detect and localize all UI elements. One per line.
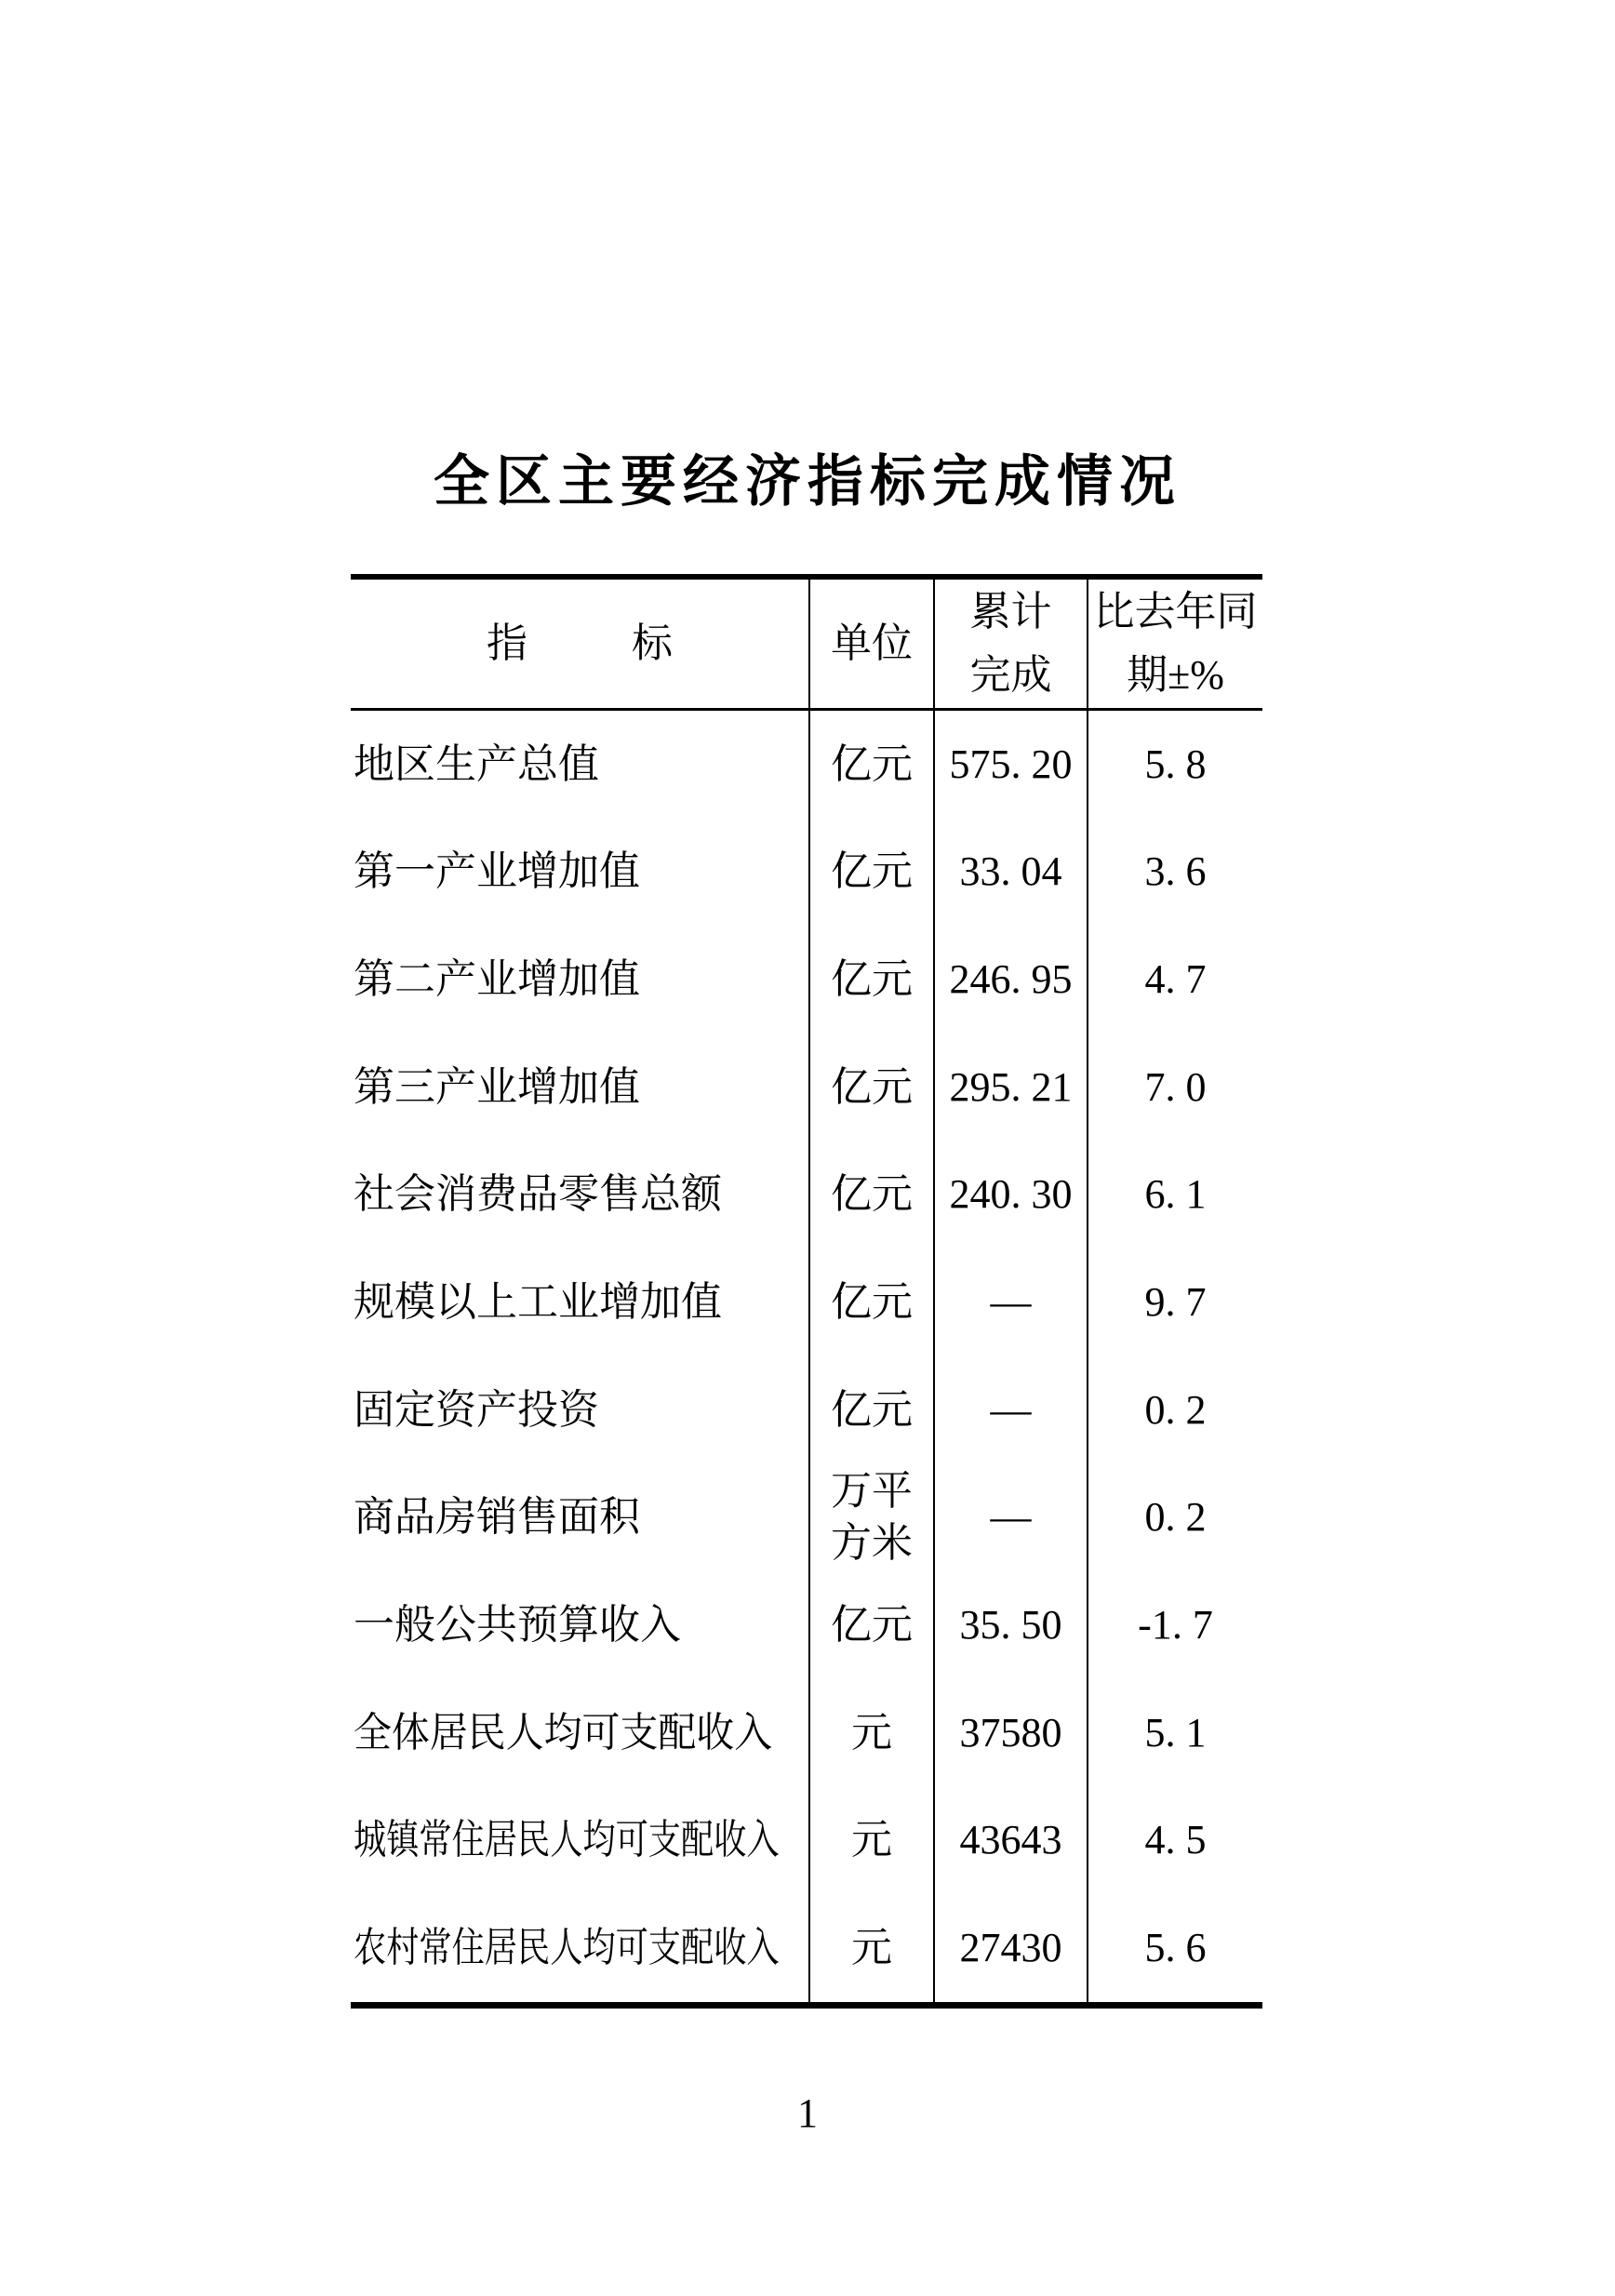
unit-cell bbox=[810, 926, 935, 1034]
cumulative-value: 295. 21 bbox=[949, 1063, 1073, 1110]
yoy-value: 0. 2 bbox=[1144, 1494, 1207, 1541]
page-title: 全区主要经济指标完成情况 bbox=[434, 449, 1181, 514]
unit-cell bbox=[810, 819, 935, 927]
unit-label: 亿元 bbox=[831, 1279, 913, 1326]
indicator-cell bbox=[351, 1034, 810, 1141]
header-yoy-line1: 比去年同 bbox=[1093, 589, 1258, 634]
unit-cell bbox=[810, 1141, 935, 1249]
unit-cell bbox=[810, 1787, 935, 1895]
indicator-cell bbox=[351, 1787, 810, 1895]
cumulative-cell bbox=[935, 1679, 1088, 1787]
cumulative-value: 43643 bbox=[959, 1817, 1062, 1863]
unit-cell bbox=[810, 1679, 935, 1787]
indicator-label: 第一产业增加值 bbox=[354, 848, 640, 895]
yoy-value: 5. 1 bbox=[1144, 1709, 1207, 1755]
yoy-cell bbox=[1088, 1141, 1262, 1249]
indicator-label: 第二产业增加值 bbox=[354, 956, 640, 1003]
header-indicator-label-right: 标 bbox=[632, 621, 673, 666]
indicator-cell bbox=[351, 819, 810, 927]
yoy-cell bbox=[1088, 1248, 1262, 1356]
unit-label: 亿元 bbox=[831, 1171, 913, 1218]
indicator-cell bbox=[351, 711, 810, 819]
indicator-label: 一般公共预算收入 bbox=[354, 1602, 681, 1649]
table-row bbox=[351, 1034, 1262, 1141]
indicator-label: 城镇常住居民人均可支配收入 bbox=[354, 1817, 780, 1863]
header-unit-cell bbox=[810, 580, 935, 708]
indicator-cell bbox=[351, 1141, 810, 1249]
table-row bbox=[351, 1248, 1262, 1356]
yoy-cell bbox=[1088, 711, 1262, 819]
yoy-cell bbox=[1088, 1464, 1262, 1572]
table-row bbox=[351, 1679, 1262, 1787]
header-cumulative-line1: 累计 bbox=[969, 589, 1052, 634]
header-cumulative-line2: 完成 bbox=[969, 652, 1052, 698]
yoy-cell bbox=[1088, 926, 1262, 1034]
indicator-cell bbox=[351, 1571, 810, 1679]
unit-cell bbox=[810, 1464, 935, 1572]
unit-label: 元 bbox=[851, 1925, 892, 1971]
indicator-label: 固定资产投资 bbox=[354, 1386, 599, 1433]
indicator-cell bbox=[351, 1464, 810, 1572]
yoy-value: 4. 5 bbox=[1144, 1817, 1207, 1863]
indicator-cell bbox=[351, 1248, 810, 1356]
unit-cell bbox=[810, 1356, 935, 1464]
dash-placeholder: — bbox=[990, 1279, 1032, 1326]
cumulative-cell bbox=[935, 1248, 1088, 1356]
cumulative-cell bbox=[935, 1464, 1088, 1572]
cumulative-cell bbox=[935, 926, 1088, 1034]
unit-label: 亿元 bbox=[831, 1386, 913, 1433]
indicator-label: 全体居民人均可支配收入 bbox=[354, 1709, 773, 1755]
unit-cell bbox=[810, 1894, 935, 2002]
table-row bbox=[351, 1141, 1262, 1249]
cumulative-cell bbox=[935, 711, 1088, 819]
table-row bbox=[351, 1894, 1262, 2002]
unit-cell bbox=[810, 1034, 935, 1141]
header-unit-label: 单位 bbox=[831, 621, 913, 666]
yoy-value: 7. 0 bbox=[1144, 1063, 1207, 1110]
yoy-value: -1. 7 bbox=[1138, 1602, 1213, 1649]
table-row bbox=[351, 711, 1262, 819]
table-row bbox=[351, 1464, 1262, 1572]
cumulative-value: 27430 bbox=[959, 1925, 1062, 1971]
indicator-cell bbox=[351, 926, 810, 1034]
indicator-label: 地区生产总值 bbox=[354, 741, 599, 787]
unit-label-line2: 方米 bbox=[831, 1520, 913, 1567]
cumulative-cell bbox=[935, 1571, 1088, 1679]
cumulative-cell bbox=[935, 819, 1088, 927]
table-row bbox=[351, 819, 1262, 927]
yoy-cell bbox=[1088, 1571, 1262, 1679]
table-row bbox=[351, 1571, 1262, 1679]
yoy-cell bbox=[1088, 1679, 1262, 1787]
unit-label: 亿元 bbox=[831, 1602, 913, 1649]
yoy-cell bbox=[1088, 819, 1262, 927]
unit-cell bbox=[810, 1248, 935, 1356]
header-indicator-label-left: 指 bbox=[487, 621, 527, 666]
table-row bbox=[351, 926, 1262, 1034]
cumulative-value: 35. 50 bbox=[959, 1602, 1062, 1649]
header-yoy-cell bbox=[1088, 580, 1262, 708]
table-row bbox=[351, 1787, 1262, 1895]
unit-cell bbox=[810, 711, 935, 819]
header-indicator-cell bbox=[351, 580, 810, 708]
yoy-value: 3. 6 bbox=[1144, 848, 1207, 895]
indicator-cell bbox=[351, 1679, 810, 1787]
header-cumulative-cell bbox=[935, 580, 1088, 708]
cumulative-value: 575. 20 bbox=[949, 741, 1073, 787]
cumulative-value: 33. 04 bbox=[959, 848, 1062, 895]
cumulative-value: 240. 30 bbox=[949, 1171, 1073, 1218]
cumulative-cell bbox=[935, 1141, 1088, 1249]
indicator-cell bbox=[351, 1356, 810, 1464]
header-yoy-line2: 期±% bbox=[1127, 652, 1224, 698]
yoy-value: 5. 8 bbox=[1144, 741, 1207, 787]
yoy-cell bbox=[1088, 1356, 1262, 1464]
unit-label: 元 bbox=[851, 1709, 892, 1755]
indicator-label: 农村常住居民人均可支配收入 bbox=[354, 1925, 780, 1971]
economic-indicators-table bbox=[351, 574, 1262, 2009]
unit-label: 亿元 bbox=[831, 1063, 913, 1110]
table-row bbox=[351, 1356, 1262, 1464]
yoy-cell bbox=[1088, 1787, 1262, 1895]
unit-label-line1: 万平 bbox=[831, 1468, 913, 1515]
cumulative-cell bbox=[935, 1787, 1088, 1895]
indicator-label: 商品房销售面积 bbox=[354, 1494, 640, 1541]
unit-label: 元 bbox=[851, 1817, 892, 1863]
cumulative-value: 246. 95 bbox=[949, 956, 1073, 1003]
cumulative-cell bbox=[935, 1894, 1088, 2002]
page-number: 1 bbox=[797, 2090, 818, 2136]
yoy-value: 5. 6 bbox=[1144, 1925, 1207, 1971]
indicator-cell bbox=[351, 1894, 810, 2002]
unit-label: 亿元 bbox=[831, 848, 913, 895]
yoy-cell bbox=[1088, 1034, 1262, 1141]
unit-label: 亿元 bbox=[831, 741, 913, 787]
yoy-value: 4. 7 bbox=[1144, 956, 1207, 1003]
dash-placeholder: — bbox=[990, 1386, 1032, 1433]
dash-placeholder: — bbox=[990, 1494, 1032, 1541]
yoy-value: 0. 2 bbox=[1144, 1386, 1207, 1433]
unit-label: 亿元 bbox=[831, 956, 913, 1003]
yoy-value: 6. 1 bbox=[1144, 1171, 1207, 1218]
yoy-cell bbox=[1088, 1894, 1262, 2002]
indicator-label: 第三产业增加值 bbox=[354, 1063, 640, 1110]
indicator-label: 规模以上工业增加值 bbox=[354, 1279, 722, 1326]
cumulative-cell bbox=[935, 1356, 1088, 1464]
table-header-row bbox=[351, 580, 1262, 711]
indicator-label: 社会消费品零售总额 bbox=[354, 1171, 722, 1218]
yoy-value: 9. 7 bbox=[1144, 1279, 1207, 1326]
cumulative-value: 37580 bbox=[959, 1709, 1062, 1755]
unit-cell bbox=[810, 1571, 935, 1679]
cumulative-cell bbox=[935, 1034, 1088, 1141]
